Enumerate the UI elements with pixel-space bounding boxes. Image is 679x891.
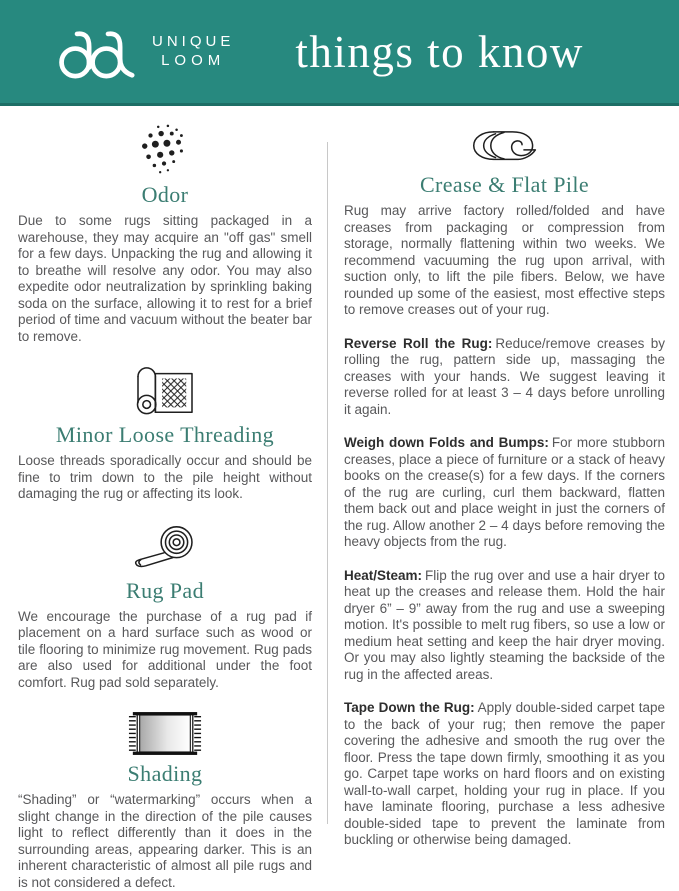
section-body-loose-threading: Loose threads sporadically occur and should be fine to trim down to the pile height without damaging the rug or affecting its look. xyxy=(18,453,312,501)
tip-weigh-down-text: For more stubborn creases, place a piece of furniture or a stack of heavy books on the crease(s) for a few days. If the corners of the rug are curling, curl them backward, flatten them back out and place weight in just the corners of the rug. Allow another 2 – 4 days before removing the heavy objects from the rug. xyxy=(344,435,666,549)
tip-heat-steam xyxy=(344,568,665,684)
tip-tape-down-label: Tape Down the Rug: xyxy=(344,700,475,715)
section-shading xyxy=(18,710,312,891)
column-divider xyxy=(327,142,328,824)
section-heading-loose-threading: Minor Loose Threading xyxy=(55,422,275,447)
section-rug-pad xyxy=(18,522,312,692)
unique-loom-logo-icon xyxy=(54,21,138,83)
page-title: things to know xyxy=(295,26,584,77)
section-odor xyxy=(18,122,312,345)
tip-reverse-roll-label: Reverse Roll the Rug: xyxy=(344,335,493,351)
section-loose-threading xyxy=(18,364,312,503)
tip-tape-down-text: Apply double-sided carpet tape to the back of your rug; then remove the paper covering the adhesive and smooth the rug over the floor. Press the tape down firmly, smoothing it as you go. Carpet tape works on hard floors and on existing wall-to-wall carpet, holding your rug in place. If you have laminate flooring, purchase a less adhesive double-sided tape to prevent the laminate from buckling or otherwise being damaged. xyxy=(344,700,665,847)
crease-intro-text: Rug may arrive factory rolled/folded and have creases from packaging or compression from storage, normally flattening within two weeks. We recommend vacuuming the rug upon arrival, with suction only, to lift the pile fibers. Below, we have rounded up some of the easiest, most effective steps to remove creases out of your rug. xyxy=(344,203,665,317)
creased-roll-icon xyxy=(469,128,541,168)
tip-heat-steam-label: Heat/Steam: xyxy=(344,567,423,583)
tip-reverse-roll xyxy=(344,336,665,419)
header-banner xyxy=(0,0,679,106)
section-heading-shading: Shading xyxy=(127,761,203,786)
section-body-shading: “Shading” or “watermarking” occurs when a slight change in the direction of the pile causes light to reflect differently than it does in the surrounding areas, appearing darker. This is an inherent characteristic of almost all pile rugs and is not considered a defect. xyxy=(18,792,312,890)
content-columns xyxy=(0,106,679,890)
tip-tape-down xyxy=(344,700,665,849)
tip-heat-steam-text: Flip the rug over and use a hair dryer to heat up the creases and release them. Hold the hair dryer 6” – 9” away from the rug and use a sweeping motion. It's possible to melt rug fibers, so use a low or medium heat setting and keep the hair dryer moving. Or you may also lightly steaming the backside of the rug in the affected areas. xyxy=(344,567,665,682)
right-column xyxy=(344,120,666,847)
brand-name-line2: LOOM xyxy=(161,51,226,69)
section-crease-flat-pile xyxy=(344,128,665,849)
tip-weigh-down xyxy=(344,435,665,551)
tip-weigh-down-label: Weigh down Folds and Bumps: xyxy=(344,435,549,450)
section-heading-rug-pad: Rug Pad xyxy=(126,577,204,603)
brand-name xyxy=(152,33,234,71)
section-body-odor: Due to some rugs sitting packaged in a warehouse, they may acquire an "off gas" smell for a few days. Unpacking the rug and allowing it to breathe will resolve any odor. You may also expedite odor neutralization by sprinkling baking soda on the surface, allowing it to rest for a brief period of time and vacuum without the beater bar to remove. xyxy=(18,213,312,344)
brand-name-line1: UNIQUE xyxy=(152,32,235,50)
odor-dots-icon xyxy=(134,122,196,178)
section-heading-odor: Odor xyxy=(141,182,189,207)
fringed-rug-shading-icon xyxy=(127,710,203,757)
section-body-rug-pad: We encourage the purchase of a rug pad if placement on a hard surface such as wood or tile flooring to minimize rug movement. Rug pads are also used for additional under the foot comfort. Rug pad sold separately. xyxy=(18,608,312,690)
tip-reverse-roll-text: Reduce/remove creases by rolling the rug, pattern side up, massaging the creases with your hands. We suggest leaving it reverse rolled for at least 3 – 4 days before unrolling it again. xyxy=(344,335,666,417)
rolled-rug-crosshatch-icon xyxy=(130,364,200,418)
left-column xyxy=(18,120,312,890)
section-heading-crease-flat-pile: Crease & Flat Pile xyxy=(419,172,590,197)
brand-logo xyxy=(54,21,234,83)
rug-pad-roll-icon xyxy=(128,522,202,574)
